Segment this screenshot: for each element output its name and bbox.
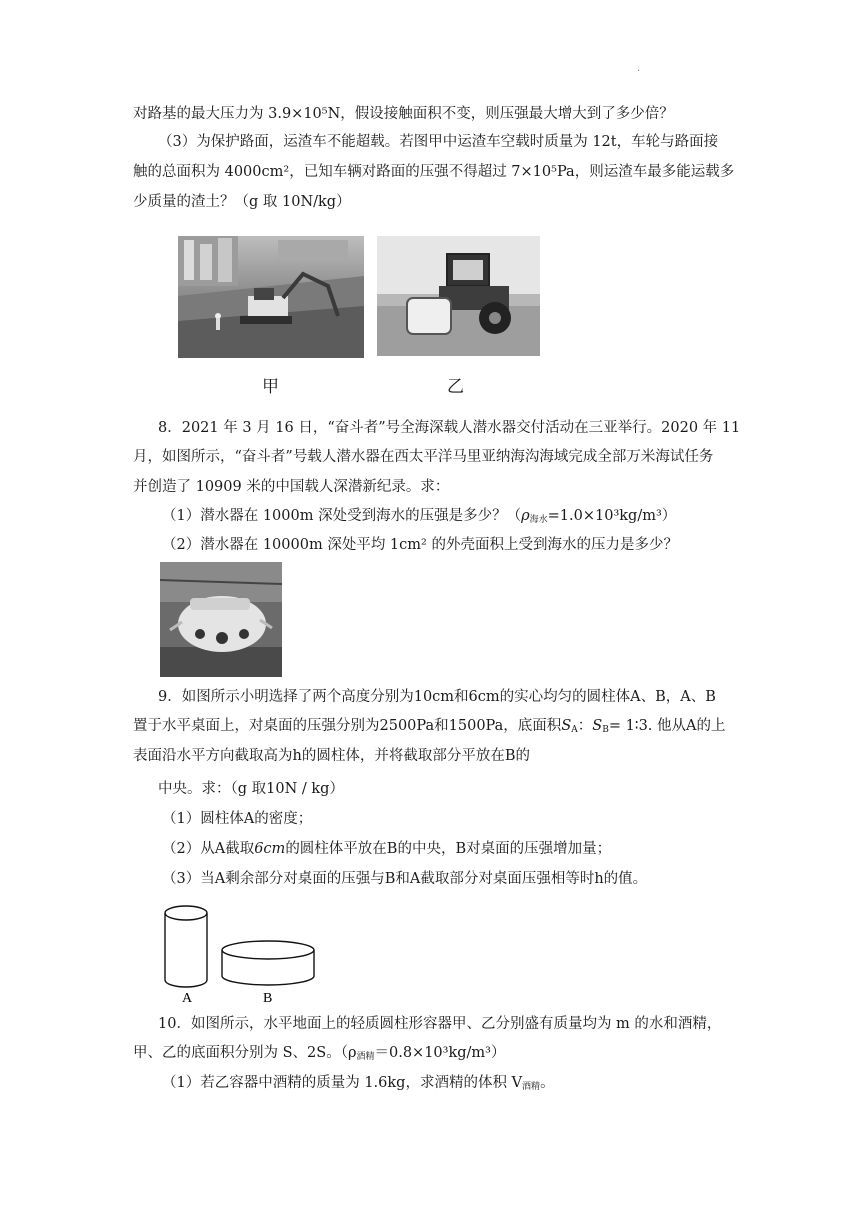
q7-line-1: 对路基的最大压力为 3.9×10⁵N，假设接触面积不变，则压强最大增大到了多少倍？ [133, 106, 674, 122]
q9-line-1: 9．如图所示小明选择了两个高度分别为10cm和6cm的实心均匀的圆柱体A、B，A、B [158, 689, 716, 705]
road-roller-photo [377, 236, 540, 356]
q8-line-2: 月，如图所示，“奋斗者”号载人潜水器在西太平洋马里亚纳海沟海域完成全部万米海试任务 [133, 449, 714, 465]
cylinders-diagram [160, 898, 330, 1008]
q7-sub3-line-b: 触的总面积为 4000cm²，已知车辆对路面的压强不得超过 7×10⁵Pa，则运渣车最多能运载多 [133, 164, 735, 180]
label-b: B [263, 991, 273, 1006]
q9-sub3: （3）当A剩余部分对桌面的压强与B和A截取部分对桌面压强相等时h的值。 [162, 871, 648, 887]
q9-line-2: 置于水平桌面上，对桌面的压强分别为2500Pa和1500Pa，底面积$S_A$：$S_B=$ 1∶3. 他从A的上 [133, 718, 726, 735]
q8-sub1: （1）潜水器在 1000m 深处受到海水的压强是多少？$(\rho_{海水}=1.0\times 10^3kg/m^3)$ [162, 508, 677, 525]
q9-line-3: 表面沿水平方向截取高为h的圆柱体，并将截取部分平放在B的 [133, 748, 530, 764]
excavator-photo [178, 236, 364, 358]
cylinder-a [165, 906, 207, 987]
q7-sub3-line-c: 少质量的渣土？（g 取 10N/kg） [133, 194, 351, 210]
caption-yi: 乙 [447, 377, 464, 397]
q7-sub3-line-a: （3）为保护路面，运渣车不能超载。若图甲中运渣车空载时质量为 12t，车轮与路面接 [158, 134, 719, 150]
cylinder-b [222, 941, 314, 985]
label-a: A [182, 991, 193, 1006]
q10-sub1: （1）若乙容器中酒精的质量为 1.6kg，求酒精的体积 $V_{酒精}$。 [162, 1075, 555, 1092]
q9-line-4: 中央。求：（g 取10N / kg） [158, 781, 344, 797]
q9-sub2: （2）从A截取6cm的圆柱体平放在B的中央，B对桌面的压强增加量； [162, 841, 612, 857]
page-mark: · [637, 66, 641, 77]
submersible-photo [160, 562, 282, 677]
q10-line-1: 10．如图所示，水平地面上的轻质圆柱形容器甲、乙分别盛有质量均为 m 的水和酒精， [158, 1016, 722, 1032]
caption-jia: 甲 [262, 377, 279, 397]
q8-sub2: （2）潜水器在 10000m 深处平均 1cm² 的外壳面积上受到海水的压力是多少？ [162, 537, 678, 553]
q8-line-3: 并创造了 10909 米的中国载人深潜新纪录。求： [133, 479, 450, 495]
q10-line-2: 甲、乙的底面积分别为 S、2S。$(\rho_{酒精}=0.8\times 10^3kg/m^3)$ [133, 1045, 506, 1062]
q9-sub1: （1）圆柱体A的密度； [162, 811, 313, 827]
q8-line-1: 8．2021 年 3 月 16 日，“奋斗者”号全海深载人潜水器交付活动在三亚举行。2020 年 11 [158, 420, 741, 436]
